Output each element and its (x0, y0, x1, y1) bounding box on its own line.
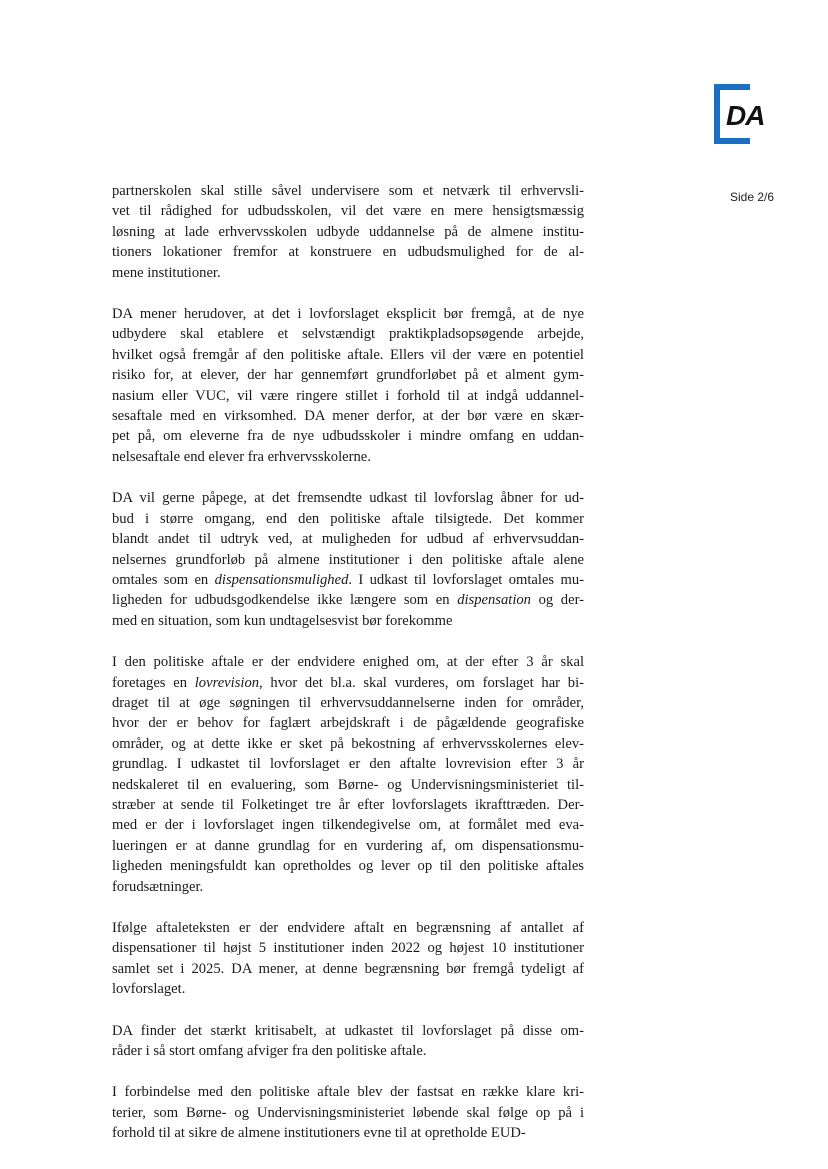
text-line: udbydere skal etablere et selvstændigt praktikpladsopsøgende arbejde, (112, 326, 584, 343)
text-line: risiko for, at elever, der har gennemført grundforløbet på et alment gym- (112, 367, 584, 384)
text-line: forudsætninger. (112, 878, 204, 895)
text-line: mene institutioner. (112, 264, 221, 281)
paragraph (112, 652, 584, 897)
text-line: ligheden meningsfuldt kan opretholdes og lever op til den politiske aftales (112, 858, 584, 875)
text-line: lueringen er at danne grundlag for en vurdering af, om dispensationsmu- (112, 837, 584, 854)
text-line: I forbindelse med den politiske aftale blev der fastsat en række klare kri- (112, 1084, 584, 1101)
text-line: grundlag. I udkastet til lovforslaget er den aftalte lovrevision efter 3 år (112, 756, 584, 773)
paragraph (112, 181, 584, 283)
paragraph (112, 488, 584, 631)
text-line: I den politiske aftale er der endvidere enighed om, at der efter 3 år skal (112, 654, 584, 671)
text-line: hvor der er behov for faglært arbejdskraft i de pågældende geografiske (112, 715, 584, 732)
page-number: Side 2/6 (730, 190, 775, 204)
text-line: bud i større omgang, end den politiske aftale tilsigtede. Det kommer (112, 510, 584, 527)
text-line: sesaftale med en virksomhed. DA mener derfor, at der bør være en skær- (112, 408, 584, 425)
text-line: blandt andet til udtryk ved, at muligheden for udbud af erhvervsuddan- (112, 531, 584, 548)
letter-body (112, 181, 584, 1165)
text-line: DA finder det stærkt kritisabelt, at udkastet til lovforslaget på disse om- (112, 1022, 584, 1039)
paragraph (112, 918, 584, 1000)
text-line: løsning at lade erhvervsskolen udbyde uddannelse på de almene institu- (112, 223, 584, 240)
text-line: nelsesaftale end elever fra erhvervsskolerne. (112, 448, 371, 465)
text-line: terier, som Børne- og Undervisningsministeriet løbende skal følge op på i (112, 1104, 584, 1121)
da-logo (714, 84, 778, 150)
text-line: nasium eller VUC, vil være ringere stillet i forhold til at indgå uddannel- (112, 387, 584, 404)
text-line: vet til rådighed for udbudsskolen, vil det være en mere hensigtsmæssig (112, 203, 584, 220)
text-line: ligheden for udbudsgodkendelse ikke længere som en dispensation og der- (112, 592, 585, 609)
text-line: områder, og at dette ikke er sket på bekostning af erhvervsskolernes elev- (112, 735, 584, 752)
text-line: Ifølge aftaleteksten er der endvidere aftalt en begrænsning af antallet af (112, 920, 584, 936)
text-line: DA vil gerne påpege, at det fremsendte udkast til lovforslag åbner for ud- (112, 490, 584, 507)
text-line: samlet set i 2025. DA mener, at denne begrænsning bør fremgå tydeligt af (112, 960, 584, 977)
text-line: nedskaleret til en evaluering, som Børne- og Undervisningsministeriet til- (112, 776, 584, 793)
logo-text: DA (726, 100, 765, 131)
text-line: råder i så stort omfang afviger fra den politiske aftale. (112, 1043, 427, 1060)
text-line: stræber at sende til Folketinget tre år efter lovforslagets ikrafttræden. Der- (112, 796, 584, 813)
text-line: lovforslaget. (112, 981, 186, 998)
text-line: partnerskolen skal stille såvel undervisere som et netværk til erhvervsli- (112, 183, 584, 199)
paragraph (112, 1082, 584, 1143)
text-line: hvilket også fremgår af den politiske aftale. Ellers vil der være en potentiel (112, 346, 584, 363)
text-line: nelsernes grundforløb på almene institutioner i den politiske aftale alene (112, 551, 584, 568)
text-line: pet på, om eleverne fra de nye udbudsskoler i mindre omfang en uddan- (112, 428, 584, 445)
text-line: DA mener herudover, at det i lovforslaget eksplicit bør fremgå, at de nye (112, 306, 584, 323)
text-line: tioners lokationer fremfor at konstruere en udbudsmulighed for de al- (112, 244, 584, 261)
paragraph (112, 304, 584, 467)
text-line: draget til at øge søgningen til erhvervsuddannelserne inden for områder, (112, 694, 584, 711)
text-line: omtales som en dispensationsmulighed. I udkast til lovforslaget omtales mu- (112, 571, 584, 588)
text-line: med er der i lovforslaget ingen tilkendegivelse om, at formålet med eva- (112, 817, 584, 834)
paragraph (112, 1021, 584, 1062)
text-line: foretages en lovrevision, hvor det bl.a. skal vurderes, om forslaget har bi- (112, 674, 584, 691)
text-line: forhold til at sikre de almene institutioners evne til at opretholde EUD- (112, 1125, 526, 1142)
text-line: med en situation, som kun undtagelsesvist bør forekomme (112, 612, 453, 629)
text-line: dispensationer til højst 5 institutioner inden 2022 og højest 10 institutioner (112, 940, 584, 957)
